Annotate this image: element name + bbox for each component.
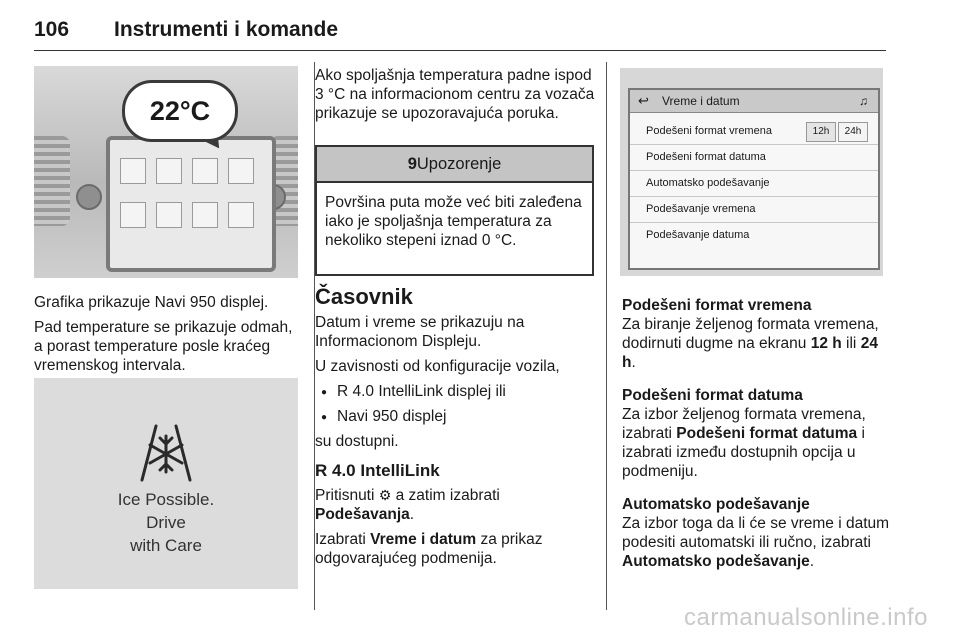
menu-tile	[120, 202, 146, 228]
subsection-title: R 4.0 IntelliLink	[315, 461, 440, 480]
clock-paragraph-1: Datum i vreme se prikazuju na Informacionom Displeju.	[315, 314, 525, 350]
warning-box	[315, 145, 594, 276]
auto-set-text: Za izbor toga da li će se vreme i datum podesiti automatski ili ručno, izabrati Automatsko podešavanje.	[622, 515, 890, 570]
menu-header	[630, 90, 878, 113]
middle-intro	[315, 66, 595, 129]
page-number: 106	[34, 18, 70, 41]
control-knob	[76, 184, 102, 210]
date-format-text: Za izbor željenog formata vremena, izabrati Podešeni format datuma i izabrati između dostupnih opcija u podmeniju.	[622, 406, 866, 480]
clock-paragraph-3: su dostupni.	[315, 433, 399, 450]
audio-note-icon[interactable]: ♫	[859, 94, 868, 108]
chapter-title: Instrumenti i komande	[114, 18, 339, 41]
time-format-title: Podešeni format vremena	[622, 297, 812, 314]
ice-line-2: Drive	[146, 513, 186, 532]
back-arrow-icon[interactable]: ↩	[638, 93, 649, 108]
warning-triangle-icon: 9	[407, 155, 417, 173]
menu-row-set-date[interactable]: Podešavanje datuma	[646, 229, 750, 241]
24h-button[interactable]: 24h	[838, 122, 868, 142]
right-text	[622, 296, 890, 577]
menu-tile	[156, 158, 182, 184]
menu-tile	[228, 158, 254, 184]
instruction-paragraph-2: Izabrati Vreme i datum za prikaz odgovarajućeg podmenija.	[315, 531, 543, 567]
bullet-item: ● Navi 950 displej	[315, 407, 600, 426]
temperature-paragraph: Pad temperature se prikazuje odmah, a porast temperature posle kraćeg vremenskog intervala.	[34, 319, 293, 374]
ice-line-3: with Care	[130, 536, 202, 555]
watermark: carmanualsonline.info	[684, 604, 928, 631]
warning-body: Površina puta može već biti zaleđena iako je spoljašnja temperatura za nekoliko stepeni iznad 0 °C.	[325, 194, 582, 249]
menu-tile	[192, 158, 218, 184]
menu-title: Vreme i datum	[662, 94, 740, 108]
left-text	[34, 293, 300, 381]
section-title: Časovnik	[315, 284, 413, 309]
menu-tile	[192, 202, 218, 228]
ice-warning-figure	[34, 378, 298, 589]
menu-row-time-format[interactable]: Podešeni format vremena 12h 24h	[630, 119, 878, 145]
time-format-text: Za biranje željenog formata vremena, dodirnuti dugme na ekranu 12 h ili 24 h.	[622, 316, 879, 371]
temperature-callout: 22°C	[122, 80, 238, 142]
dashboard-figure	[34, 66, 298, 278]
menu-tile	[156, 202, 182, 228]
figure-caption: Grafika prikazuje Navi 950 displej.	[34, 294, 269, 311]
menu-row-auto-set[interactable]: Automatsko podešavanje	[630, 171, 878, 197]
bullet-item: ● R 4.0 IntelliLink displej ili	[315, 382, 600, 401]
menu-tile	[120, 158, 146, 184]
menu-tile	[228, 202, 254, 228]
clock-paragraph-2: U zavisnosti od konfiguracije vozila,	[315, 358, 560, 375]
column-divider-2	[606, 62, 607, 610]
warning-title: Upozorenje	[416, 155, 502, 173]
12h-button[interactable]: 12h	[806, 122, 836, 142]
instruction-paragraph-1: Pritisnuti ⚙ a zatim izabrati Podešavanja.	[315, 487, 500, 523]
warning-header	[317, 147, 592, 183]
navi-display	[106, 136, 276, 272]
time-date-screen-figure	[620, 68, 883, 276]
date-format-title: Podešeni format datuma	[622, 387, 803, 404]
ice-line-1: Ice Possible.	[117, 490, 215, 509]
page-header	[34, 10, 886, 51]
air-vent-left	[34, 136, 70, 226]
intro-paragraph: Ako spoljašnja temperatura padne ispod 3 °C na informacionom centru za vozača prikazuje se upozoravajuća poruka.	[315, 67, 595, 122]
settings-gear-icon: ⚙	[378, 487, 392, 503]
menu-row-set-time[interactable]: Podešavanje vremena	[630, 197, 878, 223]
snowflake-road-icon	[136, 422, 196, 482]
time-date-menu	[628, 88, 880, 270]
auto-set-title: Automatsko podešavanje	[622, 496, 810, 513]
menu-row-date-format[interactable]: Podešeni format datuma	[630, 145, 878, 171]
middle-body	[315, 285, 600, 574]
